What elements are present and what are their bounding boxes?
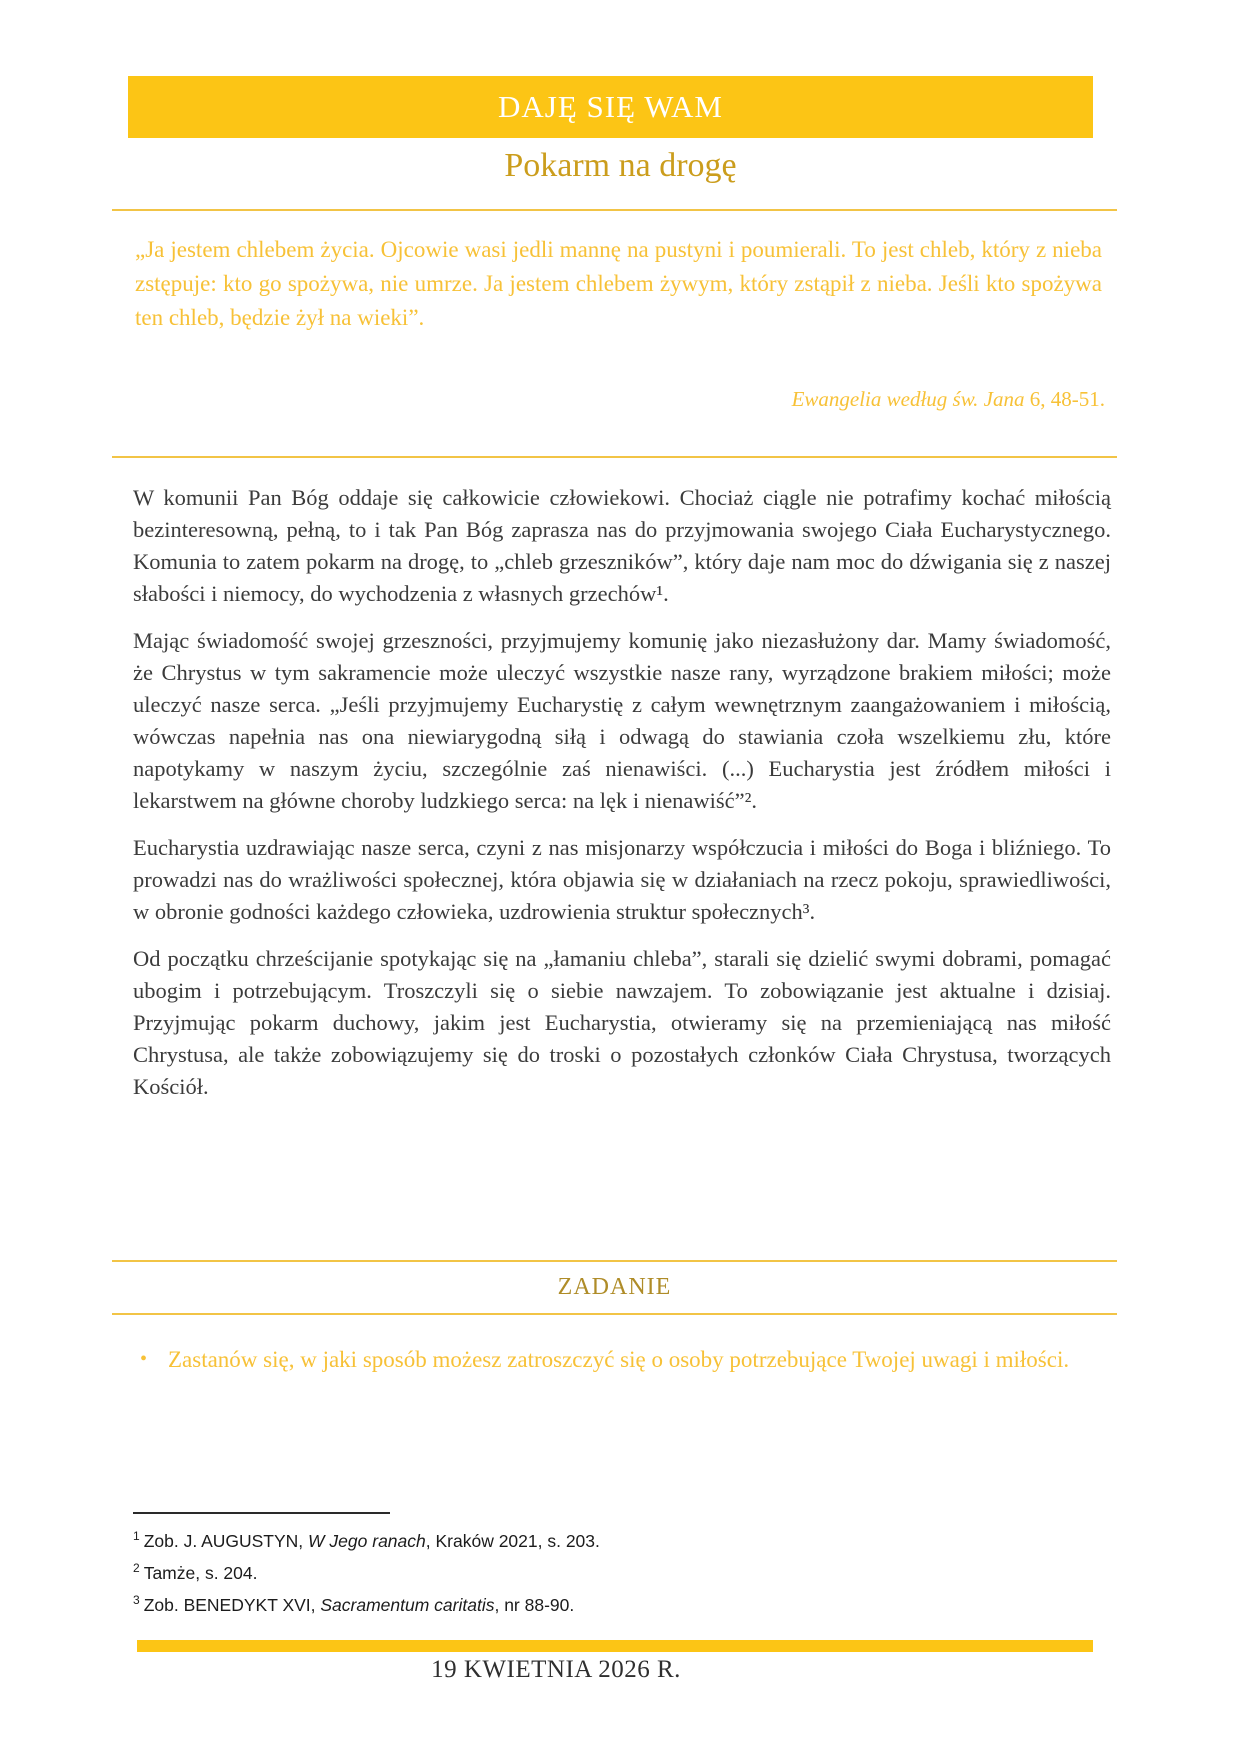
footnote-marker: 1 bbox=[133, 1529, 140, 1543]
attribution-reference: 6, 48-51. bbox=[1024, 387, 1105, 411]
quote-attribution bbox=[112, 387, 1105, 412]
main-content bbox=[112, 209, 1117, 1378]
paragraph: Eucharystia uzdrawiając nasze serca, czyni z nas misjonarzy współczucia i miłości do Boga i bliźniego. To prowadzi nas do wrażliwości społecznej, która objawia się w działaniach na rzecz pokoju, sprawiedliwości, w obronie godności każdego człowieka, uzdrowienia struktur społecznych³. bbox=[133, 835, 1111, 924]
paragraph: Od początku chrześcijanie spotykając się na „łamaniu chleba”, starali się dzielić swymi dobrami, pomagać ubogim i potrzebującym. Troszczyli się o siebie nawzajem. To zobowiązanie jest aktualne i dzisiaj. Przyjmując pokarm duchowy, jakim jest Eucharystia, otwieramy się na przemieniającą nas miłość Chrystusa, ale także zobowiązujemy się do troski o pozostałych członków Ciała Chrystusa, tworzących Kościół. bbox=[133, 946, 1111, 1099]
footnote-title: Sacramentum caritatis bbox=[320, 1594, 495, 1615]
footnote-text: , nr 88-90. bbox=[494, 1594, 575, 1615]
divider-top bbox=[112, 209, 1117, 211]
footnote-text: , Kraków 2021, s. 203. bbox=[425, 1530, 600, 1551]
paragraph: W komunii Pan Bóg oddaje się całkowicie człowiekowi. Chociaż ciągle nie potrafimy kochać miłością bezinteresowną, pełną, to i tak Pan Bóg zaprasza nas do przyjmowania swojego Ciała Eucharystycznego. Komunia to zatem pokarm na drogę, to „chleb grzeszników”, który daje nam moc do dźwigania się z naszej słabości i niemocy, do wychodzenia z własnych grzechów¹. bbox=[133, 485, 1111, 606]
footnote-text: Zob. BENEDYKT XVI, bbox=[143, 1594, 321, 1615]
footnote-item bbox=[133, 1555, 1053, 1587]
footnote-item bbox=[133, 1587, 1053, 1619]
attribution-source: Ewangelia według św. Jana bbox=[791, 387, 1025, 411]
footnote-marker: 3 bbox=[133, 1592, 140, 1607]
header-banner bbox=[128, 76, 1093, 138]
footnote-text: Zob. J. AUGUSTYN, bbox=[143, 1530, 309, 1551]
body-section bbox=[133, 482, 1111, 1252]
footnote-text: Tamże, s. 204. bbox=[143, 1562, 258, 1583]
footnote-separator bbox=[133, 1512, 390, 1514]
task-list bbox=[112, 1341, 1111, 1378]
scripture-quote bbox=[135, 233, 1102, 369]
divider-task-bottom bbox=[112, 1313, 1117, 1315]
footer-date: 19 KWIETNIA 2026 R. bbox=[431, 1656, 681, 1683]
footnote-title: W Jego ranach bbox=[308, 1530, 426, 1551]
paragraph: Mając świadomość swojej grzeszności, przyjmujemy komunię jako niezasłużony dar. Mamy świadomość, że Chrystus w tym sakramencie może uleczyć wszystkie nasze rany, wyrządzone brakiem miłości; może uleczyć nasze serca. „Jeśli przyjmujemy Eucharystię z całym wewnętrznym zaangażowaniem i miłością, wówczas napełnia nas ona niewiarygodną siłą i odwagą do stawiania czoła wszelkiemu złu, które napotykamy w naszym życiu, szczególnie zaś nienawiści. (...) Eucharystia jest źródłem miłości i lekarstwem na główne choroby ludzkiego serca: na lęk i nienawiść”². bbox=[133, 628, 1111, 813]
task-item-text: Zastanów się, w jaki sposób możesz zatroszczyć się o osoby potrzebujące Twojej uwagi i miłości. bbox=[168, 1347, 1070, 1372]
footnote-item bbox=[133, 1523, 1053, 1555]
task-heading: ZADANIE bbox=[557, 1274, 672, 1300]
footnote-marker: 2 bbox=[133, 1560, 140, 1575]
divider-task-top bbox=[112, 1260, 1117, 1262]
footer-bar bbox=[137, 1640, 1093, 1652]
banner-title: DAJĘ SIĘ WAM bbox=[498, 89, 723, 124]
footnotes-section bbox=[133, 1512, 1053, 1618]
page-title: Pokarm na drogę bbox=[504, 147, 737, 184]
task-item bbox=[112, 1341, 1111, 1378]
quote-text: „Ja jestem chlebem życia. Ojcowie wasi jedli mannę na pustyni i poumierali. To jest chleb, który z nieba zstępuje: kto go spożywa, nie umrze. Ja jestem chlebem żywym, który zstąpił z nieba. Jeśli kto spożywa ten chleb, będzie żył na wieki”. bbox=[135, 237, 1102, 330]
divider-after-quote bbox=[112, 456, 1117, 458]
bullet-icon: • bbox=[140, 1348, 148, 1370]
